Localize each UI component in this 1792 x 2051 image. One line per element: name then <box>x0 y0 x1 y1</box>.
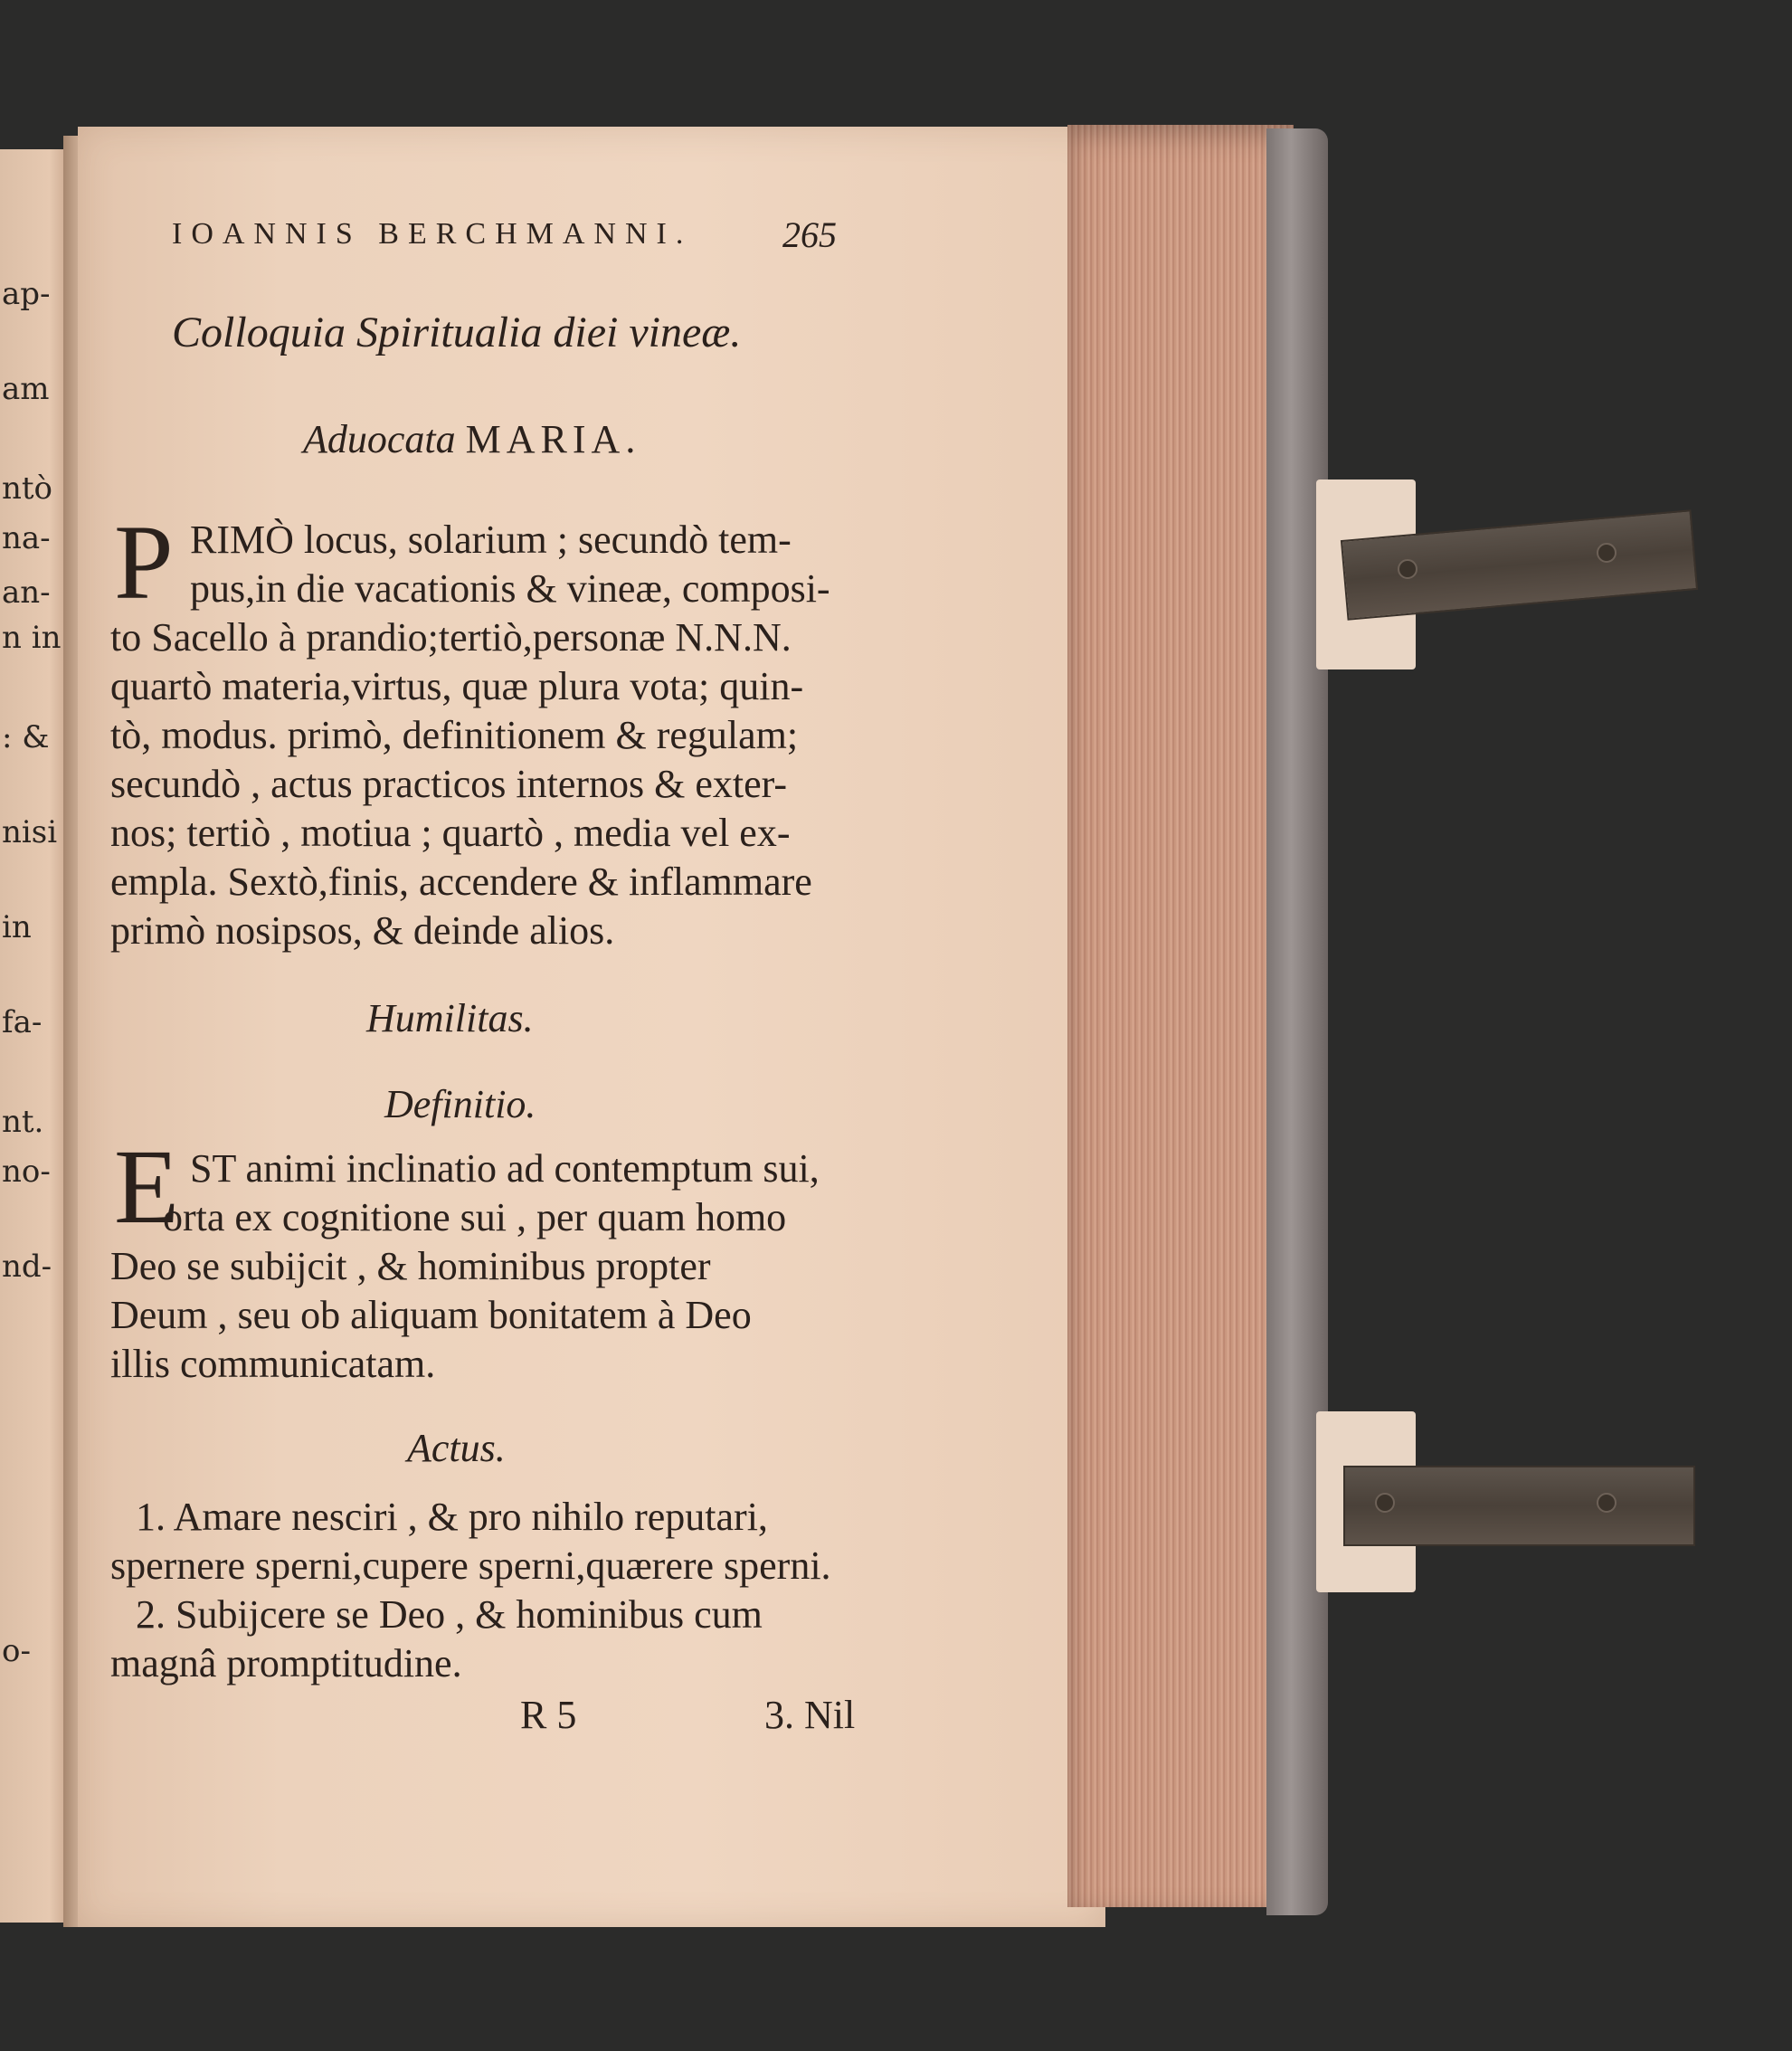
upper-clasp <box>1316 480 1705 669</box>
subtitle-caps: MARIA. <box>465 417 641 461</box>
text-line: empla. Sextò,finis, accendere & inflammare <box>110 859 812 904</box>
text-line: ST animi inclinatio ad contemptum sui, <box>190 1146 820 1191</box>
heading-actus: Actus. <box>407 1426 506 1470</box>
text-line: RIMÒ locus, solarium ; secundò tem- <box>190 517 792 562</box>
left-fragment: nt. <box>2 1104 44 1140</box>
text-line: illis communicatam. <box>110 1342 436 1386</box>
left-fragment: an- <box>2 574 51 611</box>
left-fragment: ap- <box>2 276 51 312</box>
lower-clasp <box>1316 1411 1705 1592</box>
text-line: spernere sperni,cupere sperni,quærere sperni. <box>110 1543 831 1588</box>
left-fragment: : & <box>2 719 50 755</box>
page-number: 265 <box>782 214 837 255</box>
catchword: 3. Nil <box>764 1693 856 1737</box>
left-fragment: nd- <box>2 1249 52 1285</box>
left-fragment: fa- <box>2 1004 43 1040</box>
text-line: quartò materia,virtus, quæ plura vota; quin- <box>110 664 804 708</box>
book-cover-edge <box>1266 128 1328 1915</box>
text-line: tò, modus. primò, definitionem & regulam; <box>110 713 799 757</box>
left-page-fragment <box>0 149 71 1923</box>
text-line: pus,in die vacationis & vineæ, composi- <box>190 566 830 611</box>
subtitle <box>303 416 640 462</box>
left-fragment: nisi <box>2 814 58 850</box>
text-line: Deo se subijcit , & hominibus propter <box>110 1244 711 1288</box>
text-line: primò nosipsos, & deinde alios. <box>110 908 615 953</box>
subtitle-italic: Aduocata <box>303 417 456 461</box>
text-line: magnâ promptitudine. <box>110 1641 462 1685</box>
text-line: 2. Subijcere se Deo , & hominibus cum <box>136 1592 763 1637</box>
page-title: Colloquia Spiritualia diei vineæ. <box>172 309 742 356</box>
left-fragment: ntò <box>2 470 53 507</box>
heading-humilitas: Humilitas. <box>366 996 534 1040</box>
left-fragment: o- <box>2 1633 31 1669</box>
dropcap: E <box>114 1127 180 1246</box>
running-head: IOANNIS BERCHMANNI. <box>172 217 693 251</box>
text-line: orta ex cognitione sui , per quam homo <box>163 1195 787 1239</box>
left-fragment: in <box>2 909 32 945</box>
text-line: 1. Amare nesciri , & pro nihilo reputari, <box>136 1495 768 1539</box>
text-line: secundò , actus practicos internos & exter- <box>110 762 788 806</box>
signature-mark: R 5 <box>520 1693 577 1737</box>
left-fragment: no- <box>2 1154 51 1190</box>
left-fragment: am <box>2 371 50 407</box>
dropcap: P <box>114 503 174 622</box>
text-line: Deum , seu ob aliquam bonitatem à Deo <box>110 1293 752 1337</box>
heading-definitio: Definitio. <box>384 1082 536 1126</box>
text-line: to Sacello à prandio;tertiò,personæ N.N.N. <box>110 615 792 660</box>
left-fragment: n in <box>2 620 62 656</box>
page-edges <box>1067 125 1294 1907</box>
text-line: nos; tertiò , motiua ; quartò , media vel ex- <box>110 811 791 855</box>
left-fragment: na- <box>2 520 51 556</box>
